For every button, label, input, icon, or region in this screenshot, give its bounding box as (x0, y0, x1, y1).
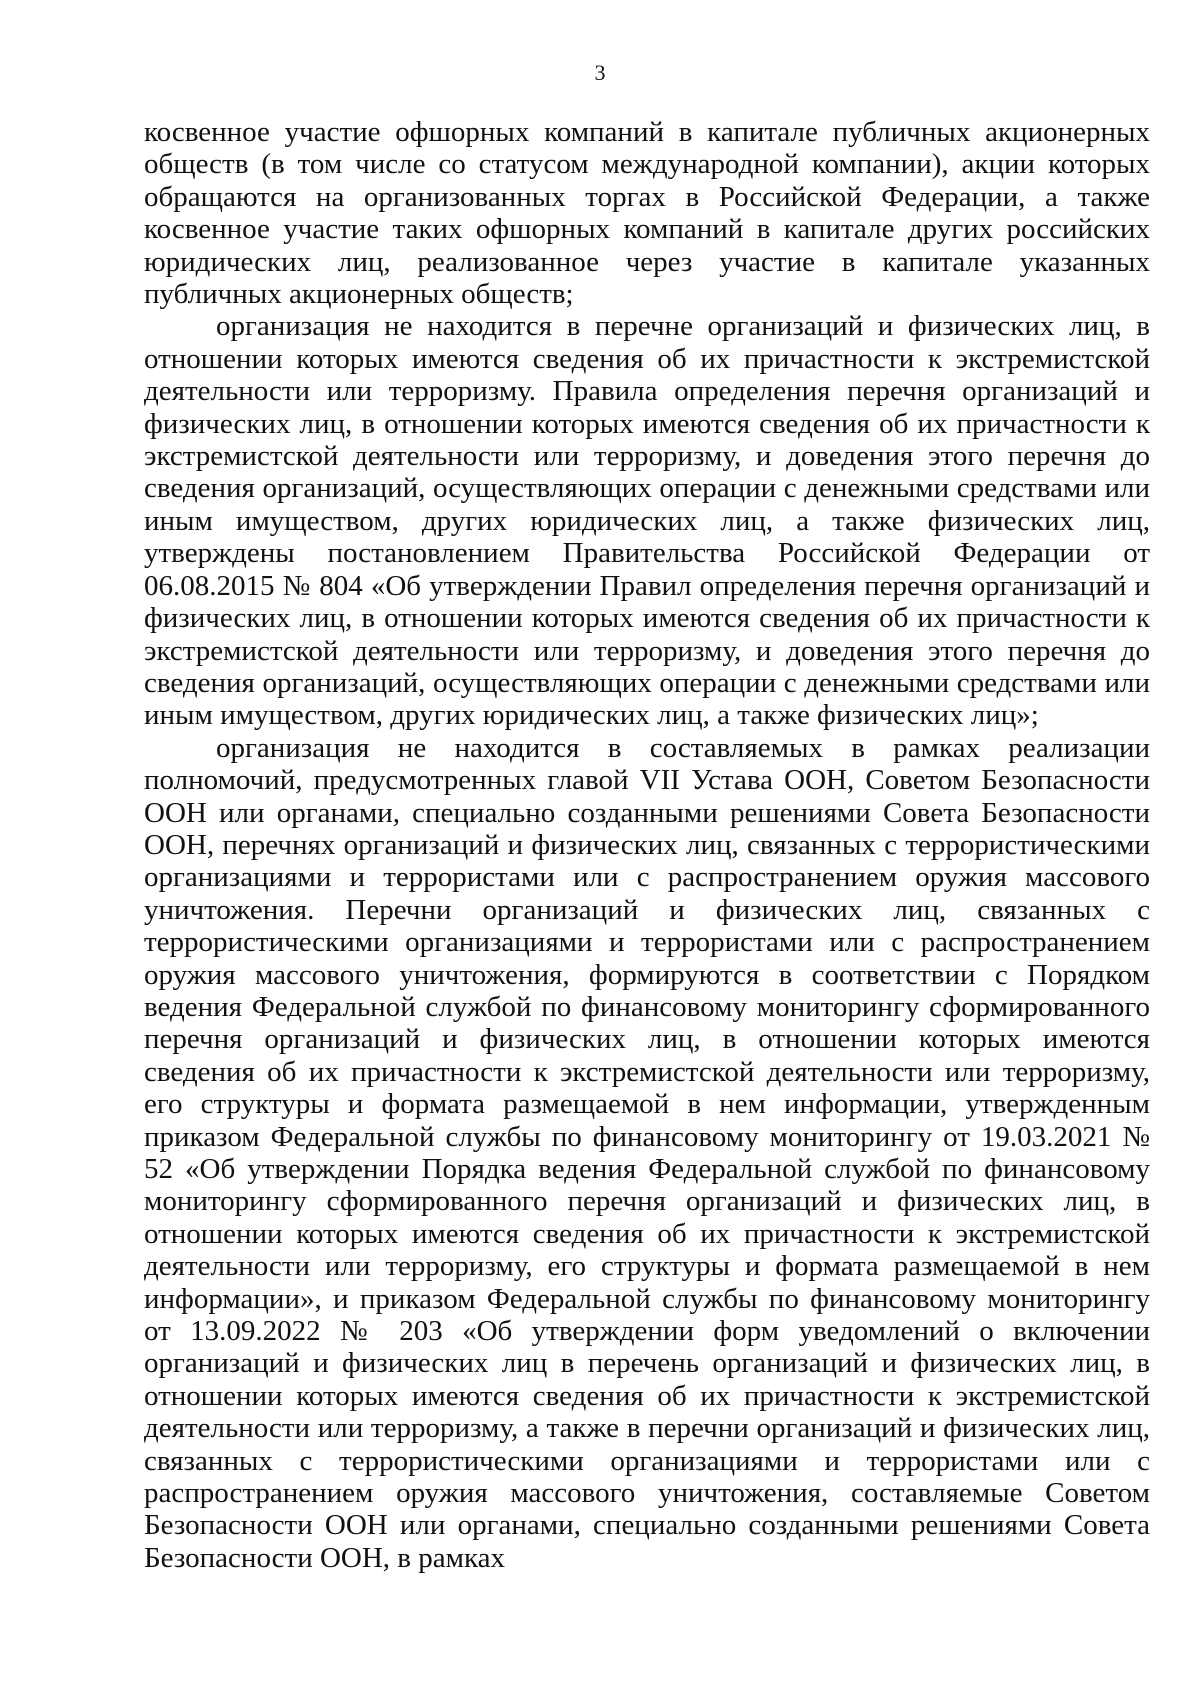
page-number: 3 (594, 60, 606, 85)
paragraph-un-security-council-lists: организация не находится в составляемых в рамках реализации полномочий, предусмотренных главой VII Устава ООН, Советом Безопасности ООН или органами, специально созданными решениями Совета Безопасности ООН, перечнях организаций и физических лиц, связанных с террористическими организациями и террористами или с распространением оружия массового уничтожения. Перечни организаций и физических лиц, связанных с террористическими организациями и террористами или с распространением оружия массового уничтожения, формируются в соответствии с Порядком ведения Федеральной службой по финансовому мониторингу сформированного перечня организаций и физических лиц, в отношении которых имеются сведения об их причастности к экстремистской деятельности или терроризму, его структуры и формата размещаемой в нем информации, утвержденным приказом Федеральной службы по финансовому мониторингу от 19.03.2021 № 52 «Об утверждении Порядка ведения Федеральной службой по финансовому мониторингу сформированного перечня организаций и физических лиц, в отношении которых имеются сведения об их причастности к экстремистской деятельности или терроризму, его структуры и формата размещаемой в нем информации», и приказом Федеральной службы по финансовому мониторингу от 13.09.2022 № 203 «Об утверждении форм уведомлений о включении организаций и физических лиц в перечень организаций и физических лиц, в отношении которых имеются сведения об их причастности к экстремистской деятельности или терроризму, а также в перечни организаций и физических лиц, связанных с террористическими организациями и террористами или с распространением оружия массового уничтожения, составляемые Советом Безопасности ООН или органами, специально созданными решениями Совета Безопасности ООН, в рамках (144, 731, 1150, 1574)
paragraph-extremism-list: организация не находится в перечне организаций и физических лиц, в отношении которых имеются сведения об их причастности к экстремистской деятельности или терроризму. Правила определения перечня организаций и физических лиц, в отношении которых имеются сведения об их причастности к экстремистской деятельности или терроризму, и доведения этого перечня до сведения организаций, осуществляющих операции с денежными средствами или иным имуществом, других юридических лиц, а также физических лиц, утверждены постановлением Правительства Российской Федерации от 06.08.2015 № 804 «Об утверждении Правил определения перечня организаций и физических лиц, в отношении которых имеются сведения об их причастности к экстремистской деятельности или терроризму, и доведения этого перечня до сведения организаций, осуществляющих операции с денежными средствами или иным имуществом, других юридических лиц, а также физических лиц»; (144, 310, 1150, 732)
paragraph-offshore-participation: косвенное участие офшорных компаний в капитале публичных акционерных обществ (в том числе со статусом международной компании), акции которых обращаются на организованных торгах в Российской Федерации, а также косвенное участие таких офшорных компаний в капитале других российских юридических лиц, реализованное через участие в капитале указанных публичных акционерных обществ; (144, 116, 1150, 311)
document-body (144, 116, 1150, 1574)
